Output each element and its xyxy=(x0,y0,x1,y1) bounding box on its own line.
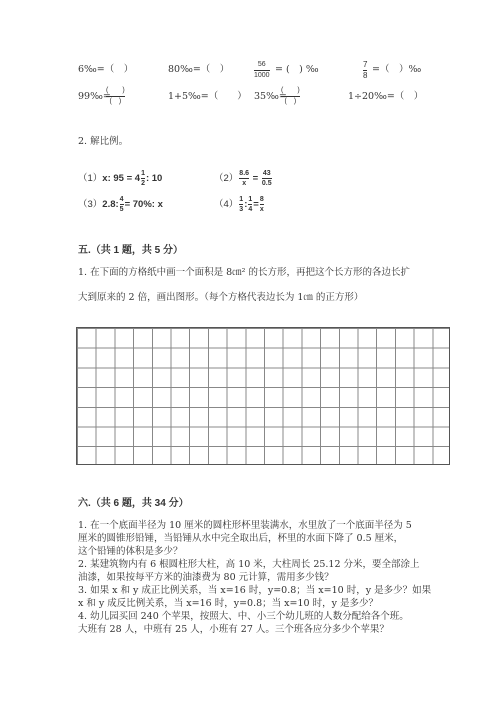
calc-r1-c: = ( ) ‰ xyxy=(275,64,319,75)
calc-r1-b: 80‰=（ ） xyxy=(168,64,230,75)
calc-r2-a-fraction: ( ) ( ) xyxy=(106,87,125,105)
section-6-line: 1. 在一个底面半径为 10 厘米的圆柱形杯里装满水，水里放了一个底面半径为 5 xyxy=(78,520,412,531)
section-5-line-1: 1. 在下面的方格纸中画一个面积是 8㎝² 的长方形，再把这个长方形的各边长扩 xyxy=(78,267,410,278)
q2-problem-2: （2） $\frac{8.6}{x}$ = $\frac{43}{0.5}$ xyxy=(214,170,272,187)
calc-r1-d-fraction: 7 8 xyxy=(363,60,368,80)
calc-r1-c-fraction: 56 1000 xyxy=(254,61,270,79)
square-grid-paper[interactable] xyxy=(76,327,450,465)
section-6-heading: 六.（共 6 题，共 34 分） xyxy=(78,498,189,509)
section-5-line-2: 大到原来的 2 倍，画出图形。（每个方格代表边长为 1㎝ 的正方形） xyxy=(78,292,364,303)
section-6-line: x 和 y 成反比例关系，当 x=16 时，y=0.8；当 x=10 时，y 是多少？ xyxy=(78,598,378,609)
section-6-line: 这个铅锤的体积是多少？ xyxy=(78,546,183,557)
q2-problem-4: （4） $\frac{1}{3}$ : $\frac{1}{4}$ = $\frac{8}{x}$ xyxy=(214,196,264,213)
q2-title: 2. 解比例。 xyxy=(78,136,129,147)
section-6-line: 厘米的圆锥形铅锤，当铅锤从水中完全取出后，杯里的水面下降了 0.5 厘米， xyxy=(78,533,404,544)
section-6-line: 2. 某建筑物内有 6 根圆柱形大柱，高 10 米，大柱周长 25.12 分米，要全部涂上 xyxy=(78,559,420,570)
calc-r2-c-fraction: ( ) ( ) xyxy=(281,87,300,105)
q2-problem-1: （1）x: 95 = 4 $\frac{1}{2}$ : 10 xyxy=(78,170,163,187)
section-6-line: 3. 如果 x 和 y 成正比例关系，当 x=16 时，y=0.8；当 x=10 时，y 是多少？如果 xyxy=(78,585,432,596)
calc-r2-d: 1÷20‰=（ ） xyxy=(348,91,424,102)
section-6-line: 大班有 28 人，中班有 25 人，小班有 27 人。三个班各应分多少个苹果？ xyxy=(78,624,389,635)
calc-r2-b: 1+5‰=（ ） xyxy=(168,91,247,102)
calc-r2-c-pre: 35‰= xyxy=(254,91,287,102)
calc-r2-a-pre: 99‰= xyxy=(78,91,111,102)
calc-r1-d: =（ ）‰ xyxy=(372,64,422,75)
calc-r1-a: 6‰=（ ） xyxy=(78,64,134,75)
section-5-heading: 五.（共 1 题，共 5 分） xyxy=(78,245,184,256)
section-6-line: 油漆，如果按每平方米的油漆费为 80 元计算，需用多少钱？ xyxy=(78,572,334,583)
q2-problem-3: （3）2.8: $\frac{4}{5}$ = 70%: x xyxy=(78,196,163,213)
q2-p1-fraction: $\frac{1}{2}$ xyxy=(141,170,145,187)
section-6-line: 4. 幼儿园买回 240 个苹果，按照大、中、小三个幼儿班的人数分配给各个班。 xyxy=(78,611,409,622)
